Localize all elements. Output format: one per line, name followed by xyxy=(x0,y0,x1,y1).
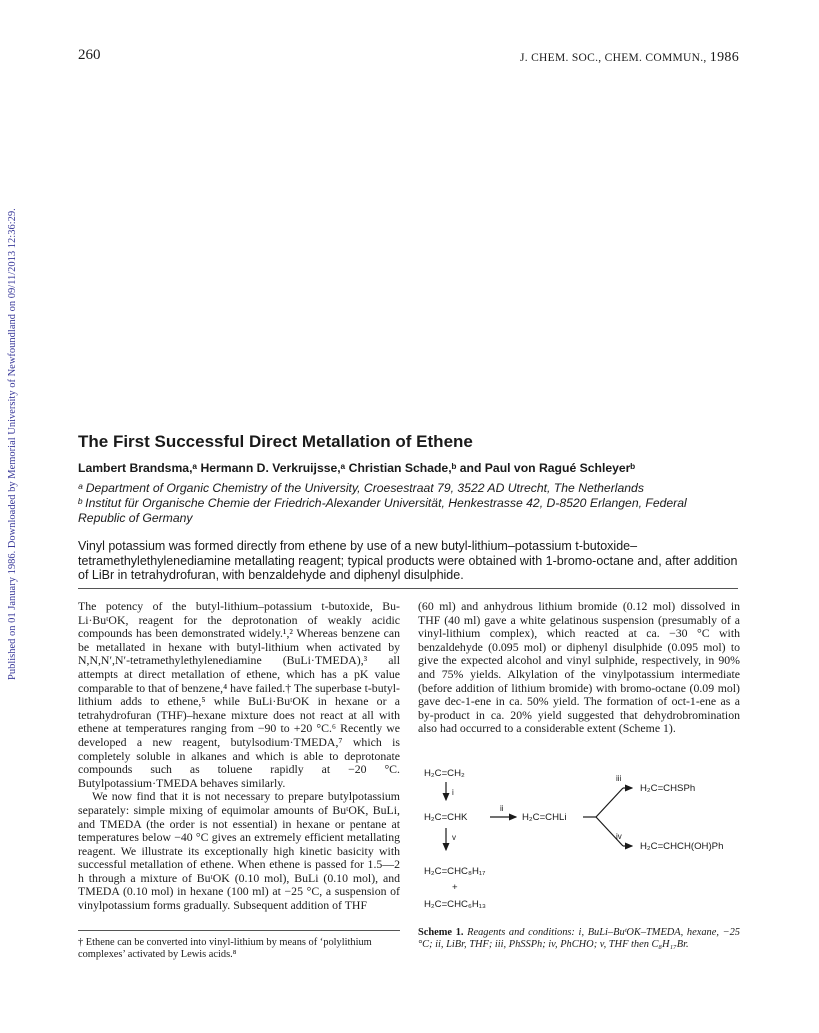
scheme-step-iv: iv xyxy=(616,832,622,841)
scheme-product-octene: H₂C=CHC₆H₁₃ xyxy=(424,899,486,910)
reaction-scheme xyxy=(418,762,748,922)
journal-name: J. CHEM. SOC., CHEM. COMMUN., xyxy=(519,52,707,64)
affiliation-a: ᵃ Department of Organic Chemistry of the University, Croesestraat 79, 3522 AD Utrecht, The Netherlands xyxy=(78,481,644,495)
scheme-plus: + xyxy=(452,882,458,893)
scheme-step-ii: ii xyxy=(500,804,504,813)
scheme-step-iii: iii xyxy=(616,774,622,783)
scheme-caption-text: Reagents and conditions: i, BuLi–BuᵗOK–TMEDA, hexane, −25 °C; ii, LiBr, THF; iii, PhSSPh; iv, PhCHO; v, THF then C₈H₁₇Br. xyxy=(418,927,740,951)
scheme-caption xyxy=(418,927,740,951)
abstract-divider xyxy=(78,588,738,589)
abstract: Vinyl potassium was formed directly from ethene by use of a new butyl-lithium–potassium t-butoxide–tetramethylethylenediamine metallating reagent; typical products were obtained with 1-bromo-octane and, after addition of LiBr in tetrahydrofuran, with benzaldehyde and diphenyl disulphide. xyxy=(78,539,738,582)
scheme-step-i: i xyxy=(452,788,454,797)
body-paragraph: We now find that it is not necessary to prepare butylpotassium separately: simple mixing of equimolar amounts of BuᵗOK, BuLi, and TMEDA (the order is not essential) in hexane or pentane at temperatures below −40 °C gives an extremely efficient metallating reagent. We illustrate its exceptionally high kinetic basicity with successful metallation of ethene. When ethene is passed for 1.5—2 h through a mixture of BuᵗOK (0.10 mol), BuLi (0.10 mol), and TMEDA (0.10 mol) in hexane (100 ml) at −25 °C, a suspension of vinylpotassium forms gradually. Subsequent addition of THF xyxy=(78,789,400,913)
scheme-product-decene: H₂C=CHC₈H₁₇ xyxy=(424,866,486,877)
body-paragraph: The potency of the butyl-lithium–potassium t-butoxide, Bu-Li·BuᵗOK, reagent for the deprotonation of weakly acidic compounds has been demonstrated widely.¹,² Whereas benzene can be metallated in hexane with butyl-lithium when activated by N,N,N′,N′-tetramethylethylenediamine (BuLi·TMEDA),³ all attempts at direct metallation of ethene, which has a pK value comparable to that of benzene,⁴ have failed.† The superbase t-butyl-lithium adds to ethene,⁵ while BuLi·BuᵗOK in hexane or a tetrahydrofuran (THF)–hexane mixture does not react at all with ethene at temperatures ranging from −90 to +20 °C.⁶ Recently we developed a new reagent, butylsodium·TMEDA,⁷ which is completely soluble in alkanes and which is able to deprotonate compounds such as toluene rapidly at −20 °C. Butylpotassium·TMEDA behaves similarly. xyxy=(78,599,400,790)
page-number: 260 xyxy=(78,47,101,63)
footnote: † Ethene can be converted into vinyl-lithium by means of ‘polylithium complexes’ activated by Lewis acids.⁸ xyxy=(78,937,372,960)
body-paragraph: (60 ml) and anhydrous lithium bromide (0.12 mol) dissolved in THF (40 ml) gave a white gelatinous suspension (presumably of a vinyl-lithium complex), which reacted at ca. −30 °C with benzaldehyde (0.095 mol) or diphenyl disulphide (0.095 mol) to give the expected alcohol and vinyl sulphide, respectively, in 90% and 75% yields. Alkylation of the vinylpotassium intermediate (before addition of lithium bromide) with bromo-octane (0.09 mol) gave dec-1-ene in ca. 50% yield. The formation of oct-1-ene as a by-product in ca. 20% yield suggested that dehydrobromination also had occurred to a considerable extent (Scheme 1). xyxy=(418,599,740,736)
body-column-left xyxy=(78,600,400,913)
journal-year: 1986 xyxy=(709,50,739,65)
scheme-product-alcohol: H₂C=CHCH(OH)Ph xyxy=(640,841,724,852)
scheme-ethene: H₂C=CH₂ xyxy=(424,768,465,779)
download-watermark xyxy=(4,160,24,680)
scheme-caption-label: Scheme 1. xyxy=(418,927,464,938)
running-head xyxy=(520,50,739,66)
affiliation-b: ᵇ Institut für Organische Chemie der Friedrich-Alexander Universität, Henkestrasse 42, D-8520 Erlangen, Federal Republic of Germany xyxy=(78,496,687,525)
footnote-divider xyxy=(78,930,400,931)
scheme-product-sulphide: H₂C=CHSPh xyxy=(640,783,696,794)
scheme-vinyllithium: H₂C=CHLi xyxy=(522,812,567,823)
author-list: Lambert Brandsma,ᵃ Hermann D. Verkruijsse,ᵃ Christian Schade,ᵇ and Paul von Ragué Schleyerᵇ xyxy=(78,461,636,475)
scheme-step-v: v xyxy=(452,833,456,842)
article-title: The First Successful Direct Metallation of Ethene xyxy=(78,432,473,451)
body-column-right xyxy=(418,600,740,736)
download-watermark-text: Published on 01 January 1986. Downloaded by Memorial University of Newfoundland on 09/11/2013 12:36:29. xyxy=(7,208,18,680)
scheme-vinylpotassium: H₂C=CHK xyxy=(424,812,468,823)
arrow-step-iii xyxy=(596,788,623,817)
